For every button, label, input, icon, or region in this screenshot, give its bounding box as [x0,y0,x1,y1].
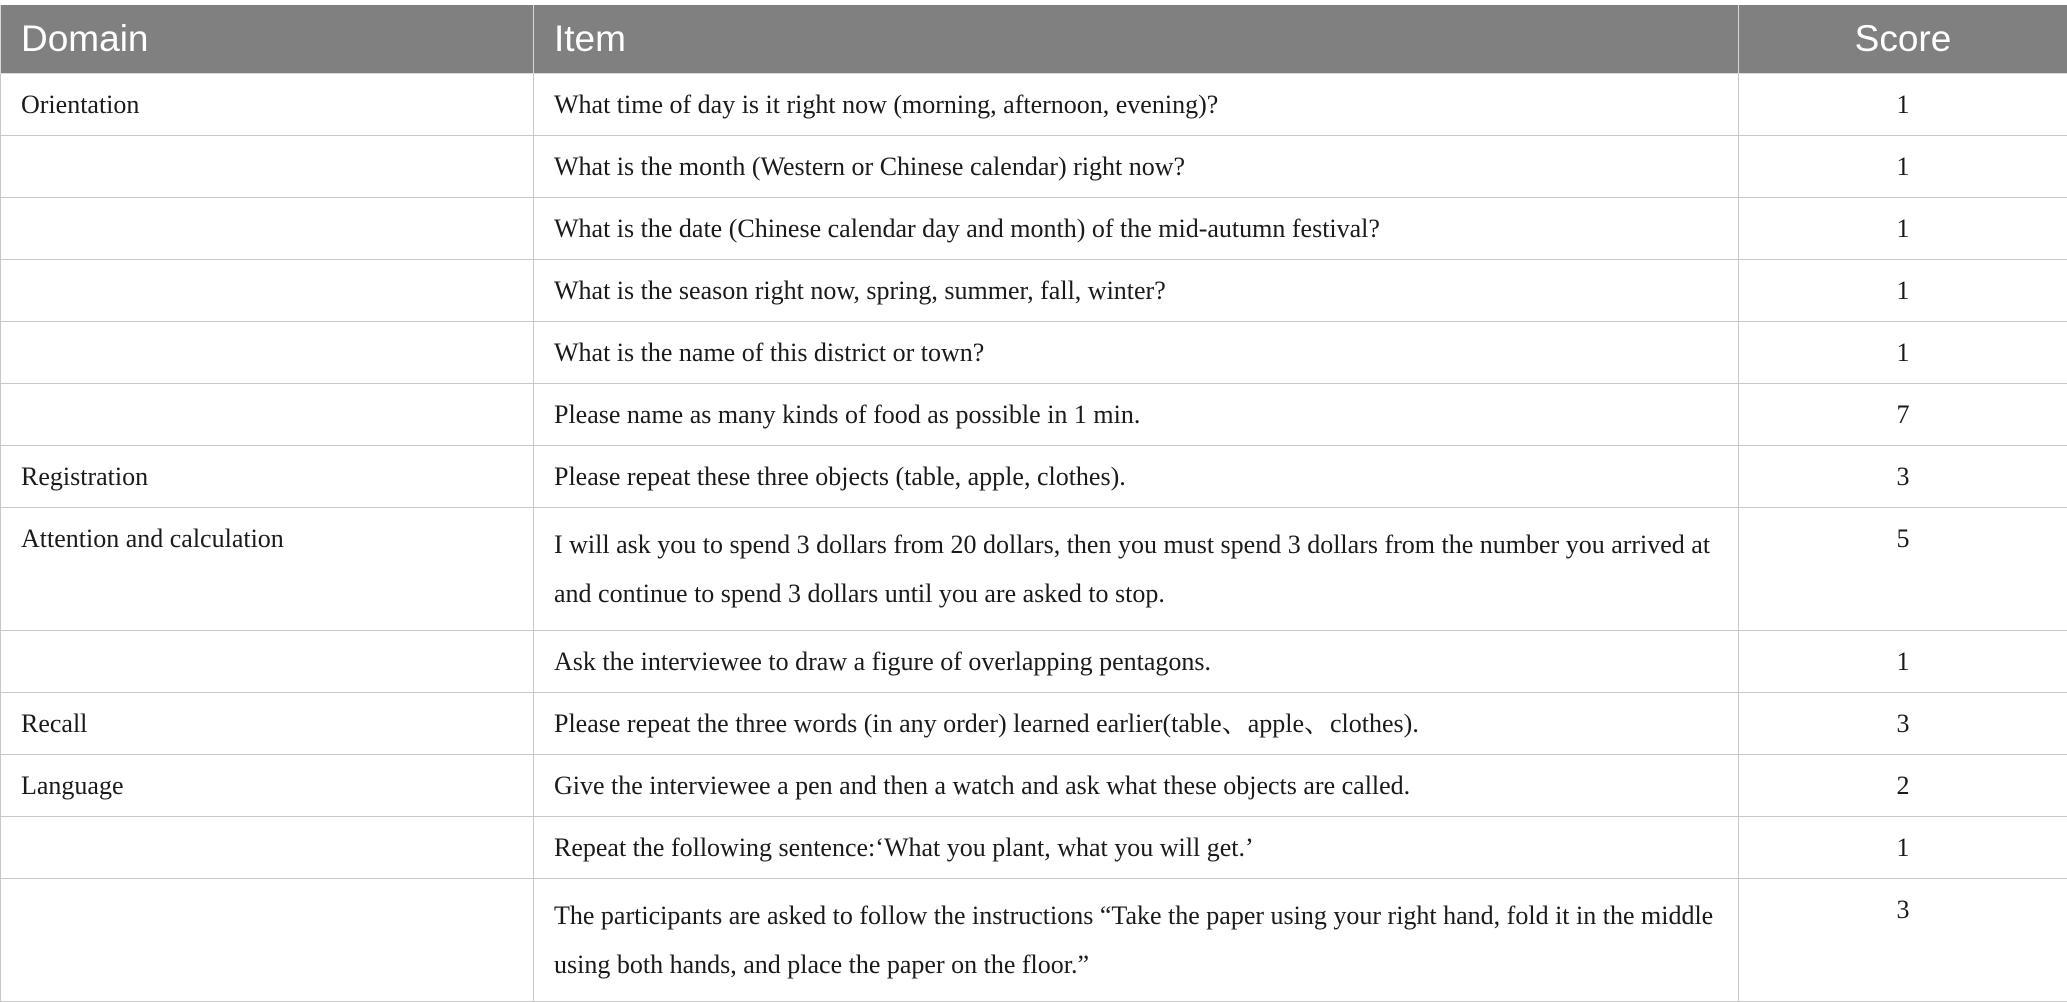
domain-cell: Registration [1,446,534,508]
item-cell: What is the month (Western or Chinese calendar) right now? [534,136,1739,198]
score-cell: 3 [1739,446,2067,508]
domain-cell: Attention and calculation [1,508,534,631]
table-row [1,508,2067,631]
item-cell: What is the name of this district or town? [534,322,1739,384]
score-cell: 1 [1739,74,2067,136]
header-domain: Domain [1,5,534,74]
score-cell: 2 [1739,755,2067,817]
item-cell: Give the interviewee a pen and then a watch and ask what these objects are called. [534,755,1739,817]
score-cell: 3 [1739,693,2067,755]
table-row [1,260,2067,322]
table-row [1,755,2067,817]
item-cell: Please name as many kinds of food as possible in 1 min. [534,384,1739,446]
domain-cell: Language [1,755,534,817]
header-row [1,5,2067,74]
table-row [1,74,2067,136]
item-cell: I will ask you to spend 3 dollars from 20 dollars, then you must spend 3 dollars from the number you arrived at and continue to spend 3 dollars until you are asked to stop. [534,508,1739,631]
score-cell: 1 [1739,198,2067,260]
item-cell: What is the date (Chinese calendar day and month) of the mid-autumn festival? [534,198,1739,260]
mmse-table-container [0,5,2067,1002]
table-header [1,5,2067,74]
score-cell: 3 [1739,879,2067,1002]
table-row [1,879,2067,1002]
domain-cell [1,384,534,446]
domain-cell [1,136,534,198]
domain-cell [1,817,534,879]
table-body [1,74,2067,1002]
domain-cell [1,260,534,322]
score-cell: 1 [1739,631,2067,693]
domain-cell: Recall [1,693,534,755]
header-score: Score [1739,5,2067,74]
domain-cell [1,198,534,260]
score-cell: 5 [1739,508,2067,631]
item-cell: What time of day is it right now (morning, afternoon, evening)? [534,74,1739,136]
score-cell: 1 [1739,136,2067,198]
table-row [1,693,2067,755]
item-cell: Please repeat the three words (in any order) learned earlier(table、apple、clothes). [534,693,1739,755]
score-cell: 1 [1739,260,2067,322]
mmse-table [0,5,2067,1002]
table-row [1,446,2067,508]
table-row [1,384,2067,446]
score-cell: 1 [1739,322,2067,384]
score-cell: 7 [1739,384,2067,446]
item-cell: What is the season right now, spring, summer, fall, winter? [534,260,1739,322]
item-cell: Repeat the following sentence:‘What you plant, what you will get.’ [534,817,1739,879]
table-row [1,631,2067,693]
header-item: Item [534,5,1739,74]
table-row [1,198,2067,260]
item-cell: Please repeat these three objects (table, apple, clothes). [534,446,1739,508]
table-row [1,322,2067,384]
domain-cell [1,322,534,384]
score-cell: 1 [1739,817,2067,879]
item-cell: Ask the interviewee to draw a figure of overlapping pentagons. [534,631,1739,693]
domain-cell [1,879,534,1002]
item-cell: The participants are asked to follow the instructions “Take the paper using your right hand, fold it in the middle using both hands, and place the paper on the floor.” [534,879,1739,1002]
domain-cell: Orientation [1,74,534,136]
table-row [1,817,2067,879]
domain-cell [1,631,534,693]
table-row [1,136,2067,198]
